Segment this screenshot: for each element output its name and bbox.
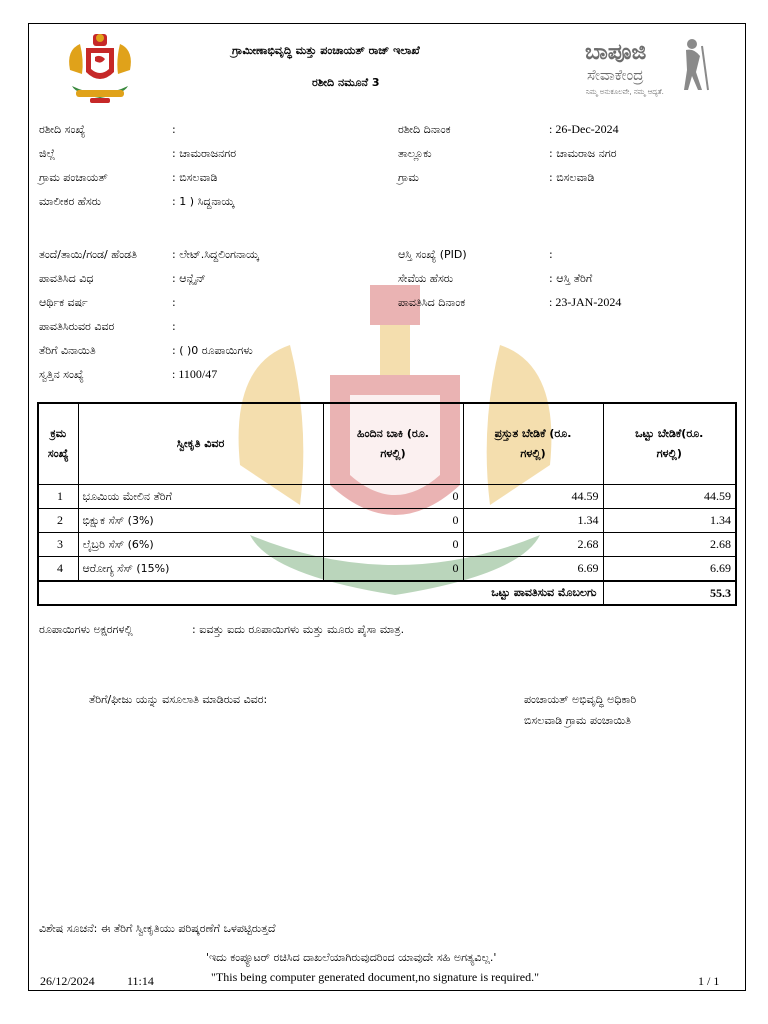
parent-spouse-label: ತಂದೆ/ತಾಯಿ/ಗಂಡ/ ಹೆಂಡತಿ	[39, 248, 137, 261]
officer-title: ಪಂಚಾಯತ್ ಅಭಿವೃದ್ಧಿ ಅಧಿಕಾರಿ	[524, 693, 637, 706]
table-row	[38, 509, 736, 533]
footer-date: 26/12/2024	[40, 974, 95, 988]
receipt-no-label: ರಶೀದಿ ಸಂಖ್ಯೆ	[39, 123, 86, 136]
fees-table	[37, 402, 737, 606]
row-total-demand: 44.59	[603, 485, 736, 509]
header-description: ಸ್ವೀಕೃತಿ ವಿವರ	[78, 403, 323, 485]
owner-name-label: ಮಾಲೀಕರ ಹೆಸರು	[39, 195, 102, 208]
row-current-demand: 1.34	[463, 509, 603, 533]
village-value: : ಬಿಸಲವಾಡಿ	[549, 171, 595, 184]
payment-mode-value: : ಆನ್ಲೈನ್	[172, 272, 206, 285]
pid-label: ಆಸ್ತಿ ಸಂಖ್ಯೆ (PID)	[398, 248, 467, 261]
property-no-value: : 1100/47	[172, 367, 218, 381]
page-number: 1 / 1	[698, 974, 720, 988]
row-description: ಲೈಬ್ರರಿ ಸೆಸ್ (6%)	[78, 533, 323, 557]
brand-name: ಬಾಪೂಜಿ	[585, 40, 647, 65]
service-name-label: ಸೇವೆಯ ಹೆಸರು	[398, 272, 454, 285]
district-label: ಜಿಲ್ಲೆ	[39, 147, 56, 160]
owner-name-value: : 1 ) ಸಿದ್ದನಾಯ್ಕ	[172, 195, 235, 208]
row-description: ಭಿಕ್ಷುಕ ಸೆಸ್ (3%)	[78, 509, 323, 533]
row-description: ಆರೋಗ್ಯ ಸೆಸ್ (15%)	[78, 557, 323, 582]
taluk-value: : ಚಾಮರಾಜ ನಗರ	[549, 147, 617, 160]
service-name-value: : ಆಸ್ತಿ ತೆರಿಗೆ	[549, 272, 593, 285]
payment-date-value: : 23-JAN-2024	[549, 295, 622, 309]
receipt-no-value: :	[172, 123, 176, 136]
header-current-demand: ಪ್ರಸ್ತುತ ಬೇಡಿಕೆ (ರೂ. ಗಳಲ್ಲಿ)	[463, 403, 603, 485]
total-value: 55.3	[603, 581, 736, 605]
row-previous-due: 0	[323, 509, 463, 533]
footer-english: "This being computer generated document,no signature is required."	[211, 970, 540, 984]
taluk-label: ತಾಲ್ಲೂಕು	[398, 147, 432, 160]
payer-details-label: ಪಾವತಿಸಿರುವರ ವಿವರ	[39, 320, 115, 333]
table-row	[38, 557, 736, 582]
row-total-demand: 2.68	[603, 533, 736, 557]
row-sno: 3	[38, 533, 78, 557]
village-label: ಗ್ರಾಮ	[398, 171, 419, 184]
pid-value: :	[549, 248, 553, 261]
header-previous-due: ಹಿಂದಿನ ಬಾಕಿ (ರೂ. ಗಳಲ್ಲಿ)	[323, 403, 463, 485]
table-row	[38, 533, 736, 557]
row-previous-due: 0	[323, 557, 463, 582]
row-sno: 4	[38, 557, 78, 582]
amount-words-label: ರೂಪಾಯಿಗಳು ಅಕ್ಷರಗಳಲ್ಲಿ	[39, 623, 133, 636]
payment-date-label: ಪಾವತಿಸಿದ ದಿನಾಂಕ	[398, 296, 466, 309]
total-label: ಒಟ್ಟು ಪಾವತಿಸುವ ಮೊಬಲಗು	[38, 581, 603, 605]
district-value: : ಚಾಮರಾಜನಗರ	[172, 147, 237, 160]
table-row	[38, 485, 736, 509]
footer-kannada: 'ಇದು ಕಂಪ್ಯೂಟರ್ ರಚಿಸಿದ ದಾಖಲೆಯಾಗಿರುವುದರಿಂದ ಯಾವುದೇ ಸಹಿ ಅಗತ್ಯವಿಲ್ಲ.'	[206, 951, 497, 964]
row-current-demand: 6.69	[463, 557, 603, 582]
row-current-demand: 44.59	[463, 485, 603, 509]
payer-details-value: :	[172, 320, 176, 333]
karnataka-emblem-logo	[62, 30, 138, 106]
gram-panchayat-value: : ಬಿಸಲವಾಡಿ	[172, 171, 218, 184]
header-sno: ಕ್ರಮ ಸಂಖ್ಯೆ	[38, 403, 78, 485]
table-header-row	[38, 403, 736, 485]
total-row	[38, 581, 736, 605]
property-no-label: ಸ್ವತ್ತಿನ ಸಂಖ್ಯೆ	[39, 368, 84, 381]
financial-year-label: ಆರ್ಥಿಕ ವರ್ಷ	[39, 296, 88, 309]
tax-exemption-label: ತೆರಿಗೆ ವಿನಾಯಿತಿ	[39, 344, 96, 357]
footer-time: 11:14	[127, 974, 154, 988]
gram-panchayat-label: ಗ್ರಾಮ ಪಂಚಾಯತ್	[39, 171, 108, 184]
form-title: ರಶೀದಿ ನಮೂನೆ 3	[312, 76, 380, 89]
collector-label: ತೆರಿಗೆ/ಫೀಜು ಯನ್ನು ವಸೂಲಾತಿ ಮಾಡಿರುವ ವಿವರ:	[89, 693, 268, 706]
row-sno: 1	[38, 485, 78, 509]
receipt-date-value: : 26-Dec-2024	[549, 122, 619, 136]
brand-tagline: ನಿಮ್ಮ ಅನುಕೂಲವೇ, ನಮ್ಮ ಆದ್ಯತೆ.	[586, 88, 664, 96]
row-sno: 2	[38, 509, 78, 533]
row-total-demand: 1.34	[603, 509, 736, 533]
row-current-demand: 2.68	[463, 533, 603, 557]
header-total-demand: ಒಟ್ಟು ಬೇಡಿಕೆ(ರೂ. ಗಳಲ್ಲಿ)	[603, 403, 736, 485]
row-total-demand: 6.69	[603, 557, 736, 582]
amount-words-value: : ಐವತ್ತು ಐದು ರೂಪಾಯಿಗಳು ಮತ್ತು ಮೂರು ಪೈಸಾ ಮಾತ್ರ.	[192, 623, 405, 636]
officer-place: ಬಿಸಲವಾಡಿ ಗ್ರಾಮ ಪಂಚಾಯಿತಿ	[524, 714, 631, 727]
receipt-date-label: ರಶೀದಿ ದಿನಾಂಕ	[398, 123, 451, 136]
tax-exemption-value: : ( )0 ರೂಪಾಯಿಗಳು	[172, 344, 253, 357]
financial-year-value: :	[172, 296, 176, 309]
department-title: ಗ್ರಾಮೀಣಾಭಿವೃದ್ಧಿ ಮತ್ತು ಪಂಚಾಯತ್ ರಾಜ್ ಇಲಾಖೆ	[232, 44, 420, 57]
row-description: ಭೂಮಿಯ ಮೇಲಿನ ತೆರಿಗೆ	[78, 485, 323, 509]
parent-spouse-value: : ಲೇಟ್.ಸಿದ್ದಲಿಂಗನಾಯ್ಕ	[172, 248, 259, 261]
gandhi-figure-icon	[676, 36, 712, 92]
brand-sub: ಸೇವಾಕೇಂದ್ರ	[587, 66, 644, 84]
row-previous-due: 0	[323, 485, 463, 509]
row-previous-due: 0	[323, 533, 463, 557]
special-note: ವಿಶೇಷ ಸೂಚನೆ: ಈ ತೆರಿಗೆ ಸ್ವೀಕೃತಿಯು ಪರಿಷ್ಕರಣೆಗೆ ಒಳಪಟ್ಟಿರುತ್ತದೆ	[39, 922, 276, 935]
payment-mode-label: ಪಾವತಿಸಿದ ವಿಧ	[39, 272, 94, 285]
